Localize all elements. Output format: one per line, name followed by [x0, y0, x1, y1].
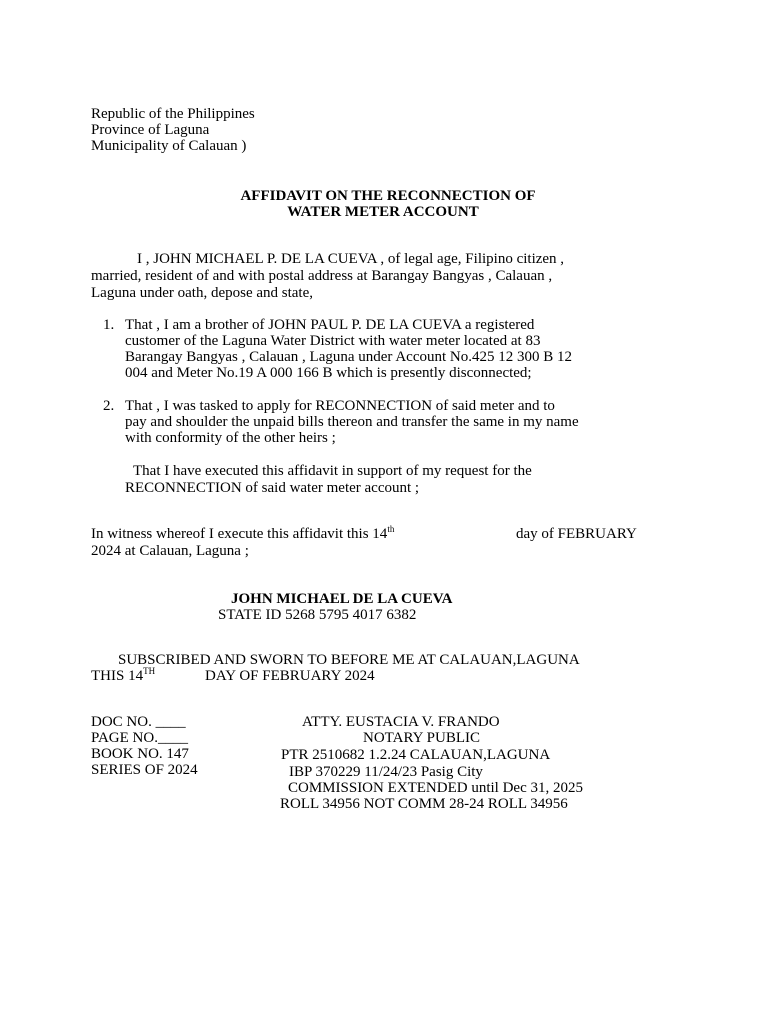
notary-ibp: IBP 370229 11/24/23 Pasig City — [289, 764, 483, 780]
series-year: SERIES OF 2024 — [91, 762, 198, 778]
support-line2: RECONNECTION of said water meter account ; — [125, 480, 420, 496]
witness-line1 — [91, 526, 394, 542]
doc-number: DOC NO. ____ — [91, 714, 186, 730]
doc-info-block — [91, 714, 198, 778]
item-1-line: 004 and Meter No.19 A 000 166 B which is presently disconnected; — [125, 365, 532, 381]
witness-month: day of FEBRUARY — [516, 526, 637, 542]
signatory-name: JOHN MICHAEL DE LA CUEVA — [231, 591, 453, 607]
jurat-day-suffix: TH — [143, 666, 156, 676]
book-number: BOOK NO. 147 — [91, 746, 189, 762]
page-number: PAGE NO.____ — [91, 730, 188, 746]
notary-title: NOTARY PUBLIC — [363, 730, 481, 746]
item-2-number: 2. — [103, 398, 115, 414]
intro-line2: married, resident of and with postal address at Barangay Bangyas , Calauan , — [91, 268, 553, 284]
intro-line1: I , JOHN MICHAEL P. DE LA CUEVA , of legal age, Filipino citizen , — [137, 251, 565, 267]
document-title-line1: AFFIDAVIT ON THE RECONNECTION OF — [240, 188, 536, 204]
intro-line3: Laguna under oath, depose and state, — [91, 285, 314, 301]
jurat-this — [91, 668, 155, 684]
header-country: Republic of the Philippines — [91, 106, 255, 122]
notary-roll: ROLL 34956 NOT COMM 28-24 ROLL 34956 — [280, 796, 568, 812]
witness-text: In witness whereof I execute this affidavit this 14 — [91, 526, 388, 542]
header-municipality: Municipality of Calauan ) — [91, 138, 247, 154]
item-1-text — [125, 317, 572, 381]
item-1-line: Barangay Bangyas , Calauan , Laguna under Account No.425 12 300 B 12 — [125, 349, 572, 365]
witness-day-suffix: th — [387, 524, 395, 534]
header-province: Province of Laguna — [91, 122, 210, 138]
jurat-line1: SUBSCRIBED AND SWORN TO BEFORE ME AT CALAUAN,LAGUNA — [118, 652, 580, 668]
notary-commission: COMMISSION EXTENDED until Dec 31, 2025 — [288, 780, 583, 796]
support-line1: That I have executed this affidavit in support of my request for the — [133, 463, 532, 479]
document-title-line2: WATER METER ACCOUNT — [287, 204, 479, 220]
item-1-line: customer of the Laguna Water District with water meter located at 83 — [125, 333, 541, 349]
item-2-line: pay and shoulder the unpaid bills thereon and transfer the same in my name — [125, 414, 579, 430]
item-2-text — [125, 398, 579, 446]
jurat-date: DAY OF FEBRUARY 2024 — [205, 668, 375, 684]
signatory-state-id: STATE ID 5268 5795 4017 6382 — [218, 607, 417, 623]
notary-name: ATTY. EUSTACIA V. FRANDO — [302, 714, 500, 730]
item-1-line: That , I am a brother of JOHN PAUL P. DE LA CUEVA a registered — [125, 317, 535, 333]
header-block — [91, 106, 255, 154]
notary-ptr: PTR 2510682 1.2.24 CALAUAN,LAGUNA — [281, 747, 551, 763]
item-1-number: 1. — [103, 317, 115, 333]
witness-line2: 2024 at Calauan, Laguna ; — [91, 543, 249, 559]
item-2-line: That , I was tasked to apply for RECONNECTION of said meter and to — [125, 398, 555, 414]
jurat-this-text: THIS 14 — [91, 668, 144, 684]
item-2-line: with conformity of the other heirs ; — [125, 430, 336, 446]
